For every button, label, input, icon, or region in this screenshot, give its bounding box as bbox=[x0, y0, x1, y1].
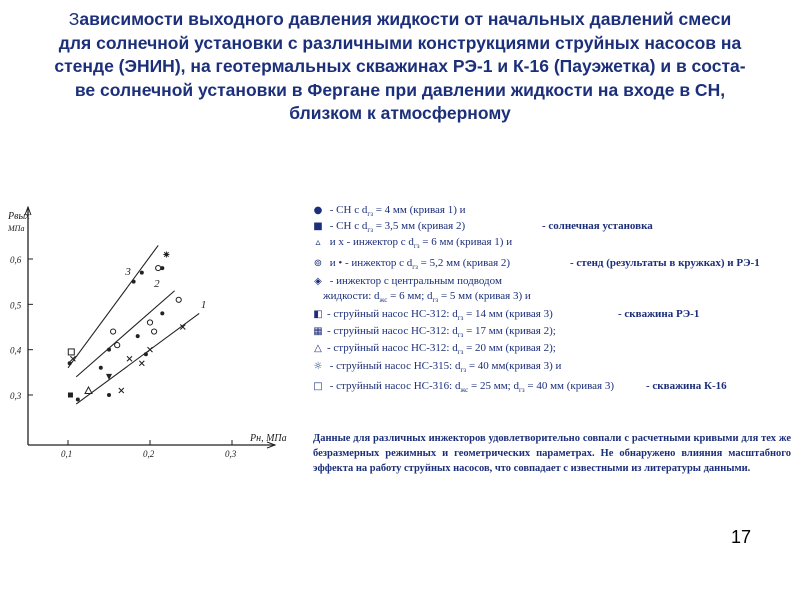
data-point-open-square bbox=[68, 349, 74, 355]
data-point-triangle bbox=[85, 387, 92, 394]
data-point-dot bbox=[140, 271, 144, 275]
legend-group-label: - стенд (результаты в кружках) и РЭ-1 bbox=[570, 257, 760, 269]
title-first-letter: З bbox=[68, 9, 80, 29]
legend-group-label: - скважина К-16 bbox=[646, 380, 727, 392]
data-point-dot bbox=[160, 311, 164, 315]
curve-2 bbox=[76, 291, 174, 377]
data-point-open-circle bbox=[115, 343, 120, 348]
legend-symbol-icon: ⊚ bbox=[313, 258, 323, 269]
page-number: 17 bbox=[731, 527, 752, 547]
legend-item-9 bbox=[312, 341, 556, 359]
y-axis-label: Pвых bbox=[8, 211, 30, 222]
chart-curves bbox=[68, 245, 206, 404]
title-line-3: стенде (ЭНИН), на геотермальных скважинах РЭ-1 и К-16 (Пауэжетка) и в соста- bbox=[54, 56, 746, 76]
data-point-dot bbox=[76, 398, 80, 402]
pressure-chart bbox=[0, 195, 300, 470]
legend-text: жидкости: $d_{жс} = 6$ мм; $d_{гз} = 5$ мм (кривая 3) и bbox=[312, 290, 531, 305]
legend-symbol-icon: ● bbox=[313, 205, 323, 216]
legend-item-11 bbox=[312, 379, 727, 397]
data-point-dot bbox=[144, 352, 148, 356]
x-tick-label: 0,1 bbox=[61, 449, 73, 459]
legend-symbol-icon: ◧ bbox=[313, 309, 323, 320]
legend-item-7 bbox=[312, 307, 700, 325]
legend-text: - струйный насос НС-312: $d_{гз} = 14$ мм (кривая 3) bbox=[327, 308, 553, 323]
y-tick-label: 0,5 bbox=[10, 300, 22, 311]
data-point-dot bbox=[107, 393, 111, 397]
y-axis-unit: МПа bbox=[8, 224, 25, 233]
data-point-x bbox=[148, 347, 153, 352]
curve-label-2: 2 bbox=[154, 278, 160, 291]
legend-symbol-icon: ☼ bbox=[313, 361, 323, 372]
curve-1 bbox=[76, 313, 199, 404]
legend-item-6 bbox=[312, 289, 531, 307]
data-point-square bbox=[68, 393, 73, 398]
title-line-1 bbox=[20, 8, 780, 32]
legend-group-label: - солнечная установка bbox=[542, 220, 653, 232]
data-point-asterisk bbox=[163, 251, 169, 257]
curve-label-3: 3 bbox=[125, 265, 131, 278]
legend-symbol-icon: ■ bbox=[313, 221, 323, 232]
legend-text: и x - инжектор с $d_{гз} = 6$ мм (кривая 1) и bbox=[327, 236, 513, 251]
data-point-open-circle bbox=[156, 265, 161, 270]
data-point-open-circle bbox=[176, 297, 181, 302]
title-line-5: близком к атмосферному bbox=[289, 103, 511, 123]
legend-symbol-icon: □ bbox=[313, 381, 323, 392]
legend-text: - струйный насос НС-312: $d_{гз} = 17$ мм (кривая 2); bbox=[327, 325, 556, 340]
legend-text: - инжектор с центральным подводом bbox=[327, 275, 502, 287]
legend-item-3 bbox=[312, 235, 512, 253]
legend-item-10 bbox=[312, 359, 561, 377]
legend-text: - струйный насос НС-312: $d_{гз} = 20$ мм (кривая 2); bbox=[327, 342, 556, 357]
title-line-2: для солнечной установки с различными конструкциями струйных насосов на bbox=[58, 32, 742, 53]
x-axis-label: Pн, МПа bbox=[250, 433, 287, 444]
data-point-dot bbox=[136, 334, 140, 338]
y-tick-label: 0,4 bbox=[10, 345, 22, 356]
data-point-open-circle bbox=[111, 329, 116, 334]
legend-text: - СН с $d_{гз} = 4$ мм (кривая 1) и bbox=[327, 204, 466, 219]
legend-item-5 bbox=[312, 274, 502, 289]
data-point-open-circle bbox=[147, 320, 152, 325]
chart-axes bbox=[7, 207, 287, 459]
legend-symbol-icon: ◈ bbox=[314, 276, 322, 287]
y-tick-label: 0,6 bbox=[10, 255, 22, 266]
data-point-dot bbox=[132, 280, 136, 284]
data-point-open-circle bbox=[152, 329, 157, 334]
curve-3 bbox=[68, 245, 158, 367]
legend-text: - струйный насос НС-315: $d_{гз} = 40$ мм(кривая 3) и bbox=[327, 360, 562, 375]
legend-item-4 bbox=[312, 256, 760, 274]
legend-symbol-icon: ▵ bbox=[315, 237, 321, 248]
data-point-dot bbox=[107, 348, 111, 352]
legend-text: - СН с $d_{гз} = 3,5$ мм (кривая 2) bbox=[327, 220, 466, 235]
conclusion-note: Данные для различных инжекторов удовлетворительно совпали с расчетными кривыми для тех же безразмерных режимных и геометрических параметрах. Не обнаружено влияния масштабного эффекта на работу струйных насосов, что совпадает с известными из литературы данными. bbox=[313, 433, 791, 474]
legend-symbol-icon: ▦ bbox=[313, 326, 323, 337]
data-point-x bbox=[139, 361, 144, 366]
x-tick-label: 0,3 bbox=[225, 449, 237, 459]
data-point-x bbox=[119, 388, 124, 393]
legend-text: - струйный насос НС-316: $d_{жс} = 25$ мм; $d_{гз} = 40$ мм (кривая 3) bbox=[327, 380, 615, 395]
legend-symbol-icon: △ bbox=[314, 343, 322, 354]
title-line-4: ве солнечной установки в Фергане при давлении жидкости на входе в СН, bbox=[74, 79, 726, 100]
y-tick-label: 0,3 bbox=[10, 391, 22, 401]
legend-item-8 bbox=[312, 324, 556, 342]
data-point-dot bbox=[68, 361, 72, 365]
legend-group-label: - скважина РЭ-1 bbox=[618, 308, 700, 320]
legend-text: и • - инжектор с $d_{гз} = 5,2$ мм (кривая 2) bbox=[327, 257, 511, 272]
curve-label-1: 1 bbox=[200, 298, 207, 311]
data-point-dot bbox=[160, 266, 164, 270]
data-point-dot bbox=[99, 366, 103, 370]
title-line-1-text: ависимости выходного давления жидкости от начальных давлений смеси bbox=[79, 9, 732, 29]
slide-title bbox=[20, 8, 780, 126]
data-point-x bbox=[127, 356, 132, 361]
x-tick-label: 0,2 bbox=[143, 449, 155, 459]
